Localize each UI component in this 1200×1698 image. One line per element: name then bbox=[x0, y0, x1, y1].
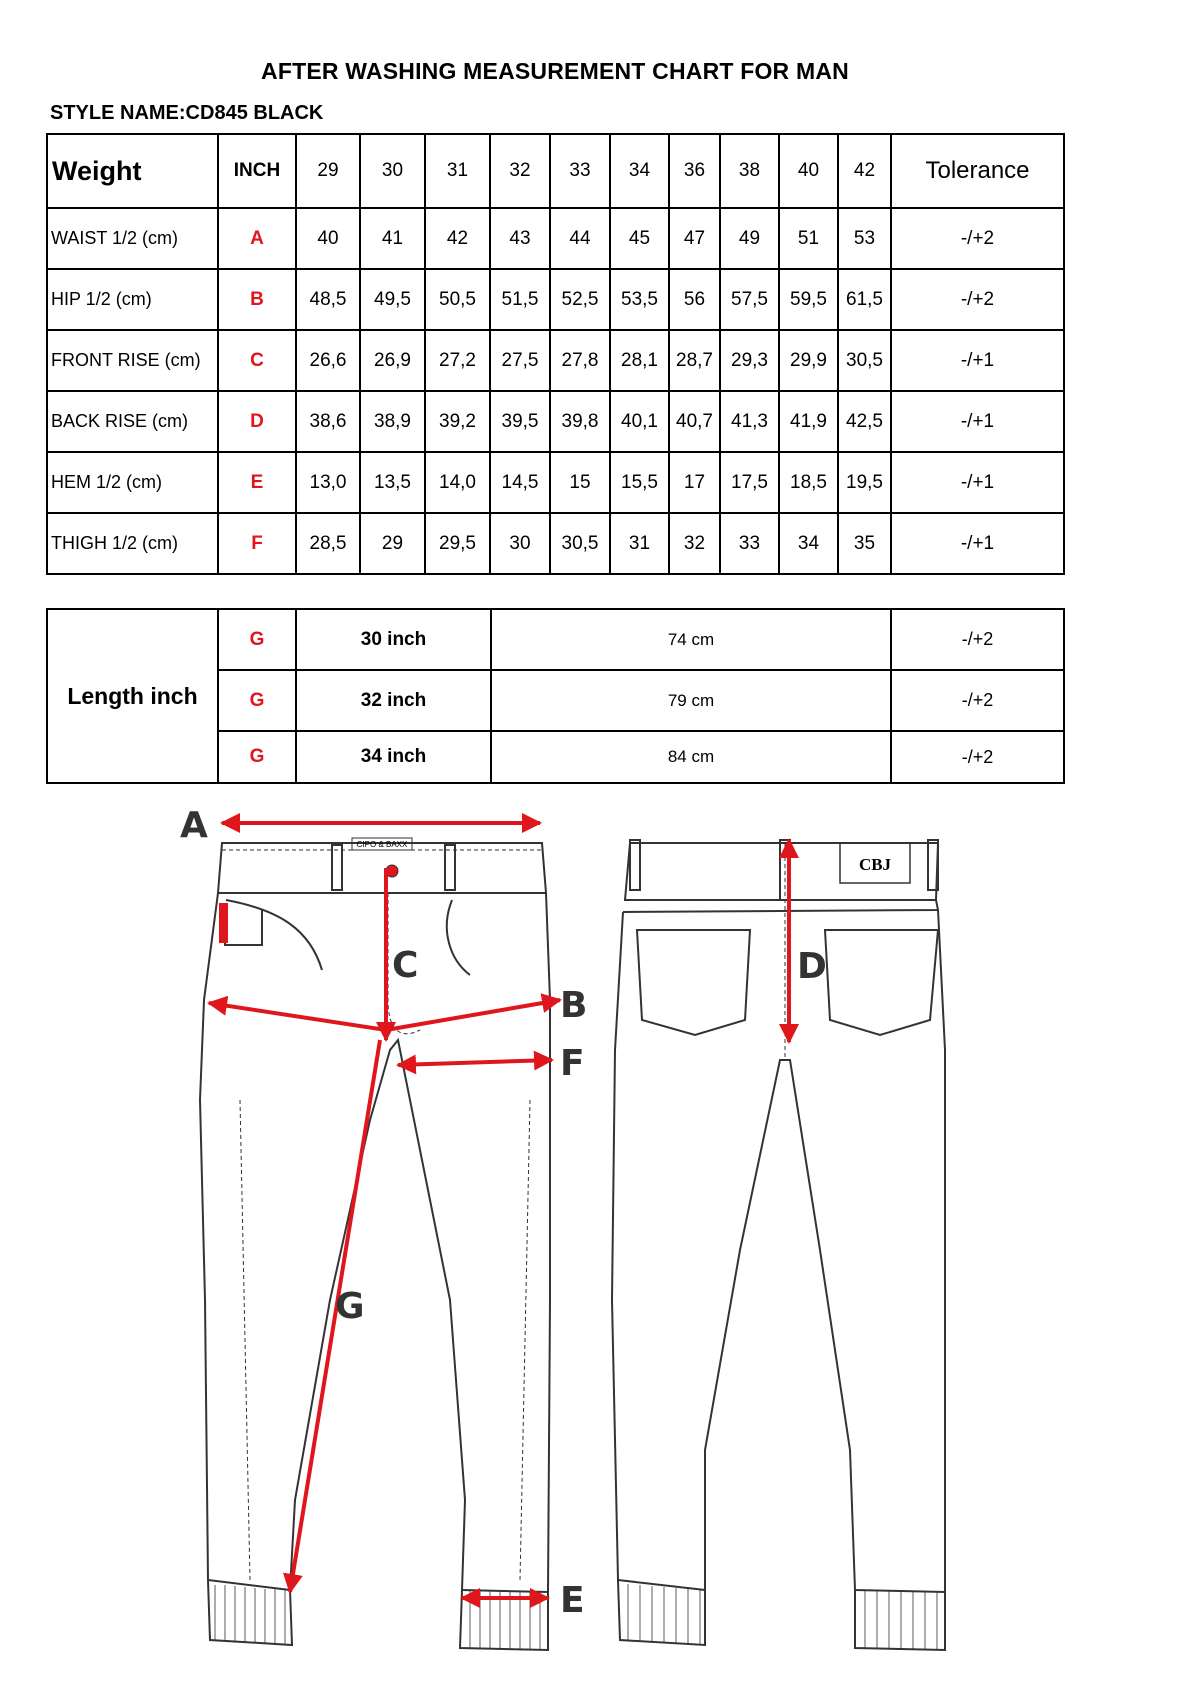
measurement-value: 41 bbox=[360, 208, 425, 269]
length-tolerance: -/+2 bbox=[891, 609, 1064, 670]
measurement-value: 29,9 bbox=[779, 330, 838, 391]
measurement-value: 28,7 bbox=[669, 330, 720, 391]
size-header-cell: 30 bbox=[360, 134, 425, 208]
size-measurement-table bbox=[46, 133, 1065, 575]
back-right-cuff bbox=[855, 1590, 945, 1650]
measurement-code: F bbox=[218, 513, 296, 574]
size-header-cell: 31 bbox=[425, 134, 490, 208]
chart-title: AFTER WASHING MEASUREMENT CHART FOR MAN bbox=[261, 58, 849, 84]
measurement-value: 27,8 bbox=[550, 330, 610, 391]
red-pocket-tab bbox=[219, 903, 228, 943]
front-pocket-left bbox=[226, 900, 322, 970]
measurement-value: 47 bbox=[669, 208, 720, 269]
measurement-value: 27,5 bbox=[490, 330, 550, 391]
size-header-cell: 40 bbox=[779, 134, 838, 208]
back-pocket-left bbox=[637, 930, 750, 1035]
length-code: G bbox=[218, 731, 296, 783]
measurement-value: 48,5 bbox=[296, 269, 360, 330]
arrow-b-left bbox=[209, 1003, 386, 1030]
measurement-value: 32 bbox=[669, 513, 720, 574]
measurement-value: 39,2 bbox=[425, 391, 490, 452]
measurement-value: 18,5 bbox=[779, 452, 838, 513]
measurement-value: 51,5 bbox=[490, 269, 550, 330]
measurement-value: 29,5 bbox=[425, 513, 490, 574]
back-patch-label: CBJ bbox=[858, 855, 892, 874]
left-cuff bbox=[208, 1580, 292, 1645]
measurement-code: D bbox=[218, 391, 296, 452]
measurement-value: 28,1 bbox=[610, 330, 669, 391]
front-outline bbox=[200, 893, 550, 1592]
measurement-value: 49 bbox=[720, 208, 779, 269]
front-pocket-right bbox=[447, 900, 470, 975]
tolerance-value: -/+2 bbox=[891, 208, 1064, 269]
measurement-value: 17,5 bbox=[720, 452, 779, 513]
measurement-value: 50,5 bbox=[425, 269, 490, 330]
length-row bbox=[47, 609, 1064, 670]
measurement-row bbox=[47, 269, 1064, 330]
label-g: G bbox=[335, 1286, 365, 1327]
length-table bbox=[46, 608, 1065, 784]
measurement-value: 41,9 bbox=[779, 391, 838, 452]
measurement-value: 14,5 bbox=[490, 452, 550, 513]
measurement-value: 40,7 bbox=[669, 391, 720, 452]
length-label: Length inch bbox=[47, 609, 218, 783]
length-cm: 79 cm bbox=[491, 670, 891, 731]
arrow-b-right bbox=[386, 1000, 560, 1030]
tolerance-value: -/+2 bbox=[891, 269, 1064, 330]
front-view bbox=[200, 838, 550, 1650]
back-pocket-right bbox=[825, 930, 938, 1035]
measurement-code: C bbox=[218, 330, 296, 391]
tolerance-value: -/+1 bbox=[891, 330, 1064, 391]
jeans-diagram bbox=[0, 780, 1110, 1660]
measurement-row bbox=[47, 330, 1064, 391]
label-c: C bbox=[392, 945, 419, 986]
size-header-cell: 36 bbox=[669, 134, 720, 208]
measurement-value: 30,5 bbox=[838, 330, 891, 391]
measurement-row bbox=[47, 513, 1064, 574]
length-cm: 84 cm bbox=[491, 731, 891, 783]
measurement-value: 45 bbox=[610, 208, 669, 269]
measurement-label: HEM 1/2 (cm) bbox=[47, 452, 218, 513]
size-header-cell: 42 bbox=[838, 134, 891, 208]
measurement-value: 33 bbox=[720, 513, 779, 574]
measurement-code: B bbox=[218, 269, 296, 330]
length-tolerance: -/+2 bbox=[891, 731, 1064, 783]
measurement-value: 49,5 bbox=[360, 269, 425, 330]
measurement-value: 26,9 bbox=[360, 330, 425, 391]
measurement-value: 42 bbox=[425, 208, 490, 269]
length-inch: 30 inch bbox=[296, 609, 491, 670]
measurement-value: 42,5 bbox=[838, 391, 891, 452]
measurement-value: 52,5 bbox=[550, 269, 610, 330]
size-header-cell: 32 bbox=[490, 134, 550, 208]
measurement-row bbox=[47, 208, 1064, 269]
measurement-value: 26,6 bbox=[296, 330, 360, 391]
measurement-row bbox=[47, 391, 1064, 452]
measurement-value: 51 bbox=[779, 208, 838, 269]
measurement-value: 40 bbox=[296, 208, 360, 269]
measurement-row bbox=[47, 452, 1064, 513]
measurement-label: HIP 1/2 (cm) bbox=[47, 269, 218, 330]
style-name: STYLE NAME:CD845 BLACK bbox=[50, 102, 324, 124]
inch-header: INCH bbox=[218, 134, 296, 208]
length-inch: 32 inch bbox=[296, 670, 491, 731]
measurement-value: 17 bbox=[669, 452, 720, 513]
weight-header: Weight bbox=[47, 134, 218, 208]
measurement-value: 31 bbox=[610, 513, 669, 574]
tolerance-value: -/+1 bbox=[891, 391, 1064, 452]
measurement-value: 30 bbox=[490, 513, 550, 574]
label-d: D bbox=[797, 946, 827, 987]
measurement-value: 44 bbox=[550, 208, 610, 269]
measurement-value: 13,0 bbox=[296, 452, 360, 513]
tolerance-value: -/+1 bbox=[891, 452, 1064, 513]
front-tag-label: CIPO & BAXX bbox=[356, 840, 408, 849]
back-right-cuff-ribs bbox=[865, 1591, 937, 1650]
measurement-value: 15,5 bbox=[610, 452, 669, 513]
back-outline bbox=[612, 910, 945, 1592]
measurement-value: 27,2 bbox=[425, 330, 490, 391]
size-header-cell: 34 bbox=[610, 134, 669, 208]
length-cm: 74 cm bbox=[491, 609, 891, 670]
size-header-cell: 29 bbox=[296, 134, 360, 208]
measurement-value: 53 bbox=[838, 208, 891, 269]
length-tolerance: -/+2 bbox=[891, 670, 1064, 731]
measurement-label: WAIST 1/2 (cm) bbox=[47, 208, 218, 269]
arrow-f bbox=[398, 1060, 552, 1065]
length-inch: 34 inch bbox=[296, 731, 491, 783]
tolerance-value: -/+1 bbox=[891, 513, 1064, 574]
inseam-right bbox=[520, 1100, 530, 1580]
label-b: B bbox=[560, 985, 588, 1026]
back-belt-loop-left bbox=[630, 840, 640, 890]
measurement-value: 43 bbox=[490, 208, 550, 269]
measurement-value: 53,5 bbox=[610, 269, 669, 330]
back-left-cuff bbox=[618, 1580, 705, 1645]
measurement-value: 35 bbox=[838, 513, 891, 574]
measurement-label: FRONT RISE (cm) bbox=[47, 330, 218, 391]
measurement-value: 13,5 bbox=[360, 452, 425, 513]
length-code: G bbox=[218, 670, 296, 731]
measurement-code: E bbox=[218, 452, 296, 513]
length-code: G bbox=[218, 609, 296, 670]
measurement-value: 15 bbox=[550, 452, 610, 513]
coin-pocket bbox=[225, 910, 262, 945]
inseam-left bbox=[240, 1100, 250, 1580]
belt-loop-left bbox=[332, 845, 342, 890]
back-view bbox=[612, 840, 945, 1650]
measurement-code: A bbox=[218, 208, 296, 269]
size-header-cell: 38 bbox=[720, 134, 779, 208]
measurement-value: 30,5 bbox=[550, 513, 610, 574]
measurement-value: 38,6 bbox=[296, 391, 360, 452]
back-left-cuff-ribs bbox=[628, 1584, 700, 1644]
measurement-value: 14,0 bbox=[425, 452, 490, 513]
tolerance-header: Tolerance bbox=[891, 134, 1064, 208]
measurement-value: 56 bbox=[669, 269, 720, 330]
label-a: A bbox=[180, 805, 208, 846]
measurement-value: 40,1 bbox=[610, 391, 669, 452]
measurement-value: 29 bbox=[360, 513, 425, 574]
label-e: E bbox=[560, 1580, 585, 1621]
measurement-arrows bbox=[209, 823, 789, 1598]
measurement-value: 57,5 bbox=[720, 269, 779, 330]
label-f: F bbox=[560, 1043, 585, 1084]
measurement-value: 38,9 bbox=[360, 391, 425, 452]
measurement-value: 34 bbox=[779, 513, 838, 574]
back-yoke bbox=[623, 900, 938, 912]
measurement-label: BACK RISE (cm) bbox=[47, 391, 218, 452]
measurement-value: 39,8 bbox=[550, 391, 610, 452]
size-header-row bbox=[47, 134, 1064, 208]
measurement-value: 61,5 bbox=[838, 269, 891, 330]
left-cuff-ribs bbox=[215, 1585, 285, 1644]
measurement-value: 59,5 bbox=[779, 269, 838, 330]
measurement-value: 28,5 bbox=[296, 513, 360, 574]
belt-loop-right bbox=[445, 845, 455, 890]
measurement-value: 29,3 bbox=[720, 330, 779, 391]
measurement-label: THIGH 1/2 (cm) bbox=[47, 513, 218, 574]
measurement-value: 39,5 bbox=[490, 391, 550, 452]
measurement-value: 41,3 bbox=[720, 391, 779, 452]
size-header-cell: 33 bbox=[550, 134, 610, 208]
measurement-value: 19,5 bbox=[838, 452, 891, 513]
